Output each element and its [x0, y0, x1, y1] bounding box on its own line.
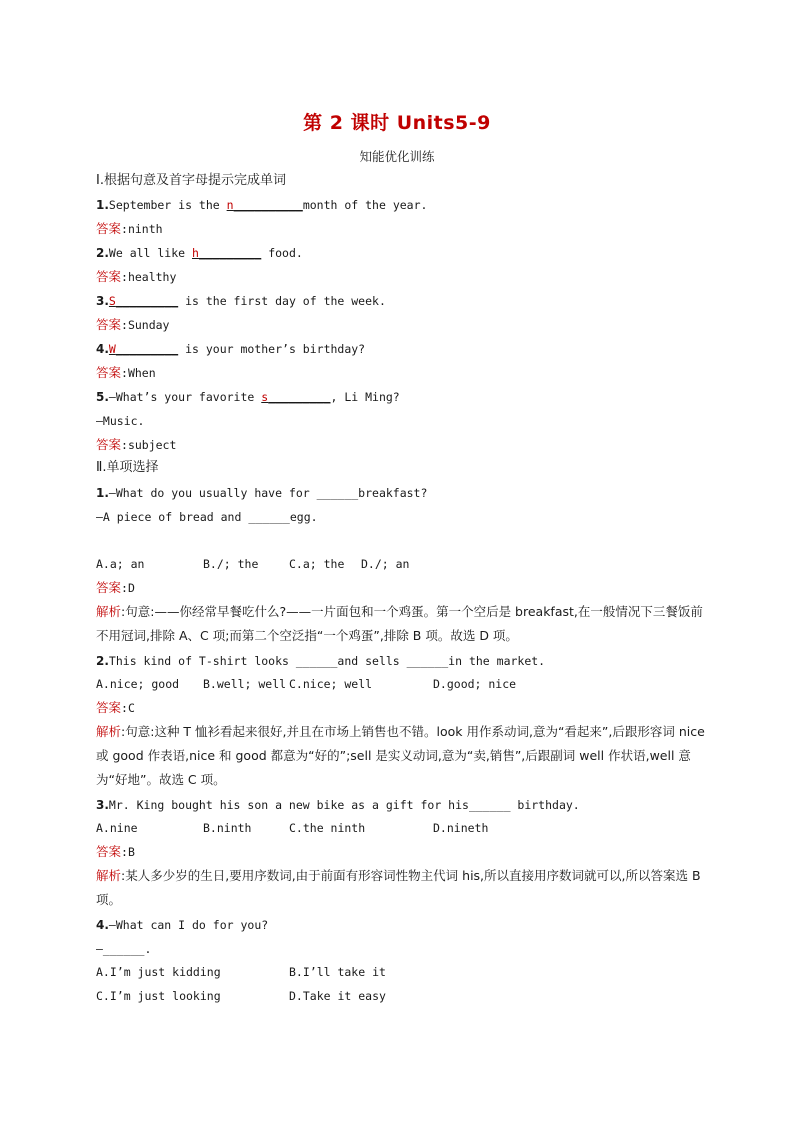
answer-label: 答案 [96, 317, 122, 332]
option-d: D.nineth [433, 821, 489, 835]
s2-q1-explanation: 解析:句意:——你经常早餐吃什么?——一片面包和一个鸡蛋。第一个空后是 breakfast,在一般情况下三餐饭前不用冠词,排除 A、C 项;而第二个空泛指“一个鸡蛋”,排除 B 项。故选 D 项。 [96, 604, 703, 643]
s1-q1: 1.September is the n__________month of the year. [96, 198, 428, 212]
option-b: B.ninth [203, 821, 252, 835]
section1-heading: Ⅰ.根据句意及首字母提示完成单词 [96, 173, 286, 188]
s2-q3-answer: 答案:B [96, 844, 135, 859]
hint-blank: n__________ [226, 198, 303, 212]
option-b: B.well; well [203, 677, 287, 691]
answer-label: 答案 [96, 844, 122, 859]
explanation-label: 解析 [96, 724, 122, 739]
option-a: A.nine [96, 821, 138, 835]
hint-blank: W_________ [108, 342, 179, 356]
s2-q1-answer: 答案:D [96, 580, 135, 595]
s1-q5-reply: —Music. [96, 414, 145, 428]
s2-q1-line2: —A piece of bread and ______egg. [96, 510, 318, 524]
hint-blank: h_________ [192, 246, 262, 260]
option-a: A.nice; good [96, 677, 180, 691]
s2-q2-answer: 答案:C [96, 700, 135, 715]
option-b: B.I’ll take it [289, 965, 386, 979]
q-number: 1. [96, 198, 109, 212]
s1-q4-answer: 答案:When [96, 365, 156, 380]
s2-q2-line1: 2.This kind of T-shirt looks ______and sells ______in the market. [96, 654, 546, 668]
s1-q5: 5.—What’s your favorite s_________, Li Ming? [96, 390, 400, 404]
s1-q3-answer: 答案:Sunday [96, 317, 170, 332]
s2-q4-line2: —______. [96, 942, 152, 956]
answer-label: 答案 [96, 221, 122, 236]
hint-blank: s_________ [261, 390, 331, 404]
s2-q3-explanation: 解析:某人多少岁的生日,要用序数词,由于前面有形容词性物主代词 his,所以直接用序数词就可以,所以答案选 B 项。 [96, 868, 701, 907]
answer-label: 答案 [96, 700, 122, 715]
option-d: D.good; nice [433, 677, 517, 691]
option-d: D./; an [361, 557, 410, 571]
option-c: C.a; the [289, 557, 345, 571]
s2-q4-line1: 4.—What can I do for you? [96, 918, 269, 932]
answer-label: 答案 [96, 580, 122, 595]
option-c: C.the ninth [289, 821, 366, 835]
s1-q2-answer: 答案:healthy [96, 269, 177, 284]
s1-q5-answer: 答案:subject [96, 437, 177, 452]
s2-q3-line1: 3.Mr. King bought his son a new bike as a gift for his______ birthday. [96, 798, 580, 812]
answer-label: 答案 [96, 269, 122, 284]
explanation-label: 解析 [96, 868, 122, 883]
answer-label: 答案 [96, 437, 122, 452]
s2-q1-line1: 1.—What do you usually have for ______breakfast? [96, 486, 428, 500]
option-a: A.I’m just kidding [96, 965, 221, 979]
hint-blank: S_________ [108, 294, 179, 308]
s1-q3: 3.S_________ is the first day of the week. [96, 294, 386, 308]
s1-q4: 4.W_________ is your mother’s birthday? [96, 342, 366, 356]
page-title: 第 2 课时 Units5-9 [303, 112, 491, 134]
s2-q2-explanation: 解析:句意:这种 T 恤衫看起来很好,并且在市场上销售也不错。look 用作系动词,意为“看起来”,后跟形容词 nice 或 good 作表语,nice 和 good 都意为“好的”;sell 是实义动词,意为“卖,销售”,后跟副词 well 作状语,well 意为“好地”。故选 C 项。 [96, 724, 705, 787]
s1-q2: 2.We all like h_________ food. [96, 246, 303, 260]
page-subtitle: 知能优化训练 [359, 149, 435, 164]
option-a: A.a; an [96, 557, 145, 571]
answer-label: 答案 [96, 365, 122, 380]
option-c: C.I’m just looking [96, 989, 221, 1003]
option-b: B./; the [203, 557, 259, 571]
s1-q1-answer: 答案:ninth [96, 221, 163, 236]
option-d: D.Take it easy [289, 989, 386, 1003]
option-c: C.nice; well [289, 677, 373, 691]
explanation-label: 解析 [96, 604, 122, 619]
section2-heading: Ⅱ.单项选择 [96, 460, 159, 475]
q-text: September is the [108, 198, 227, 212]
